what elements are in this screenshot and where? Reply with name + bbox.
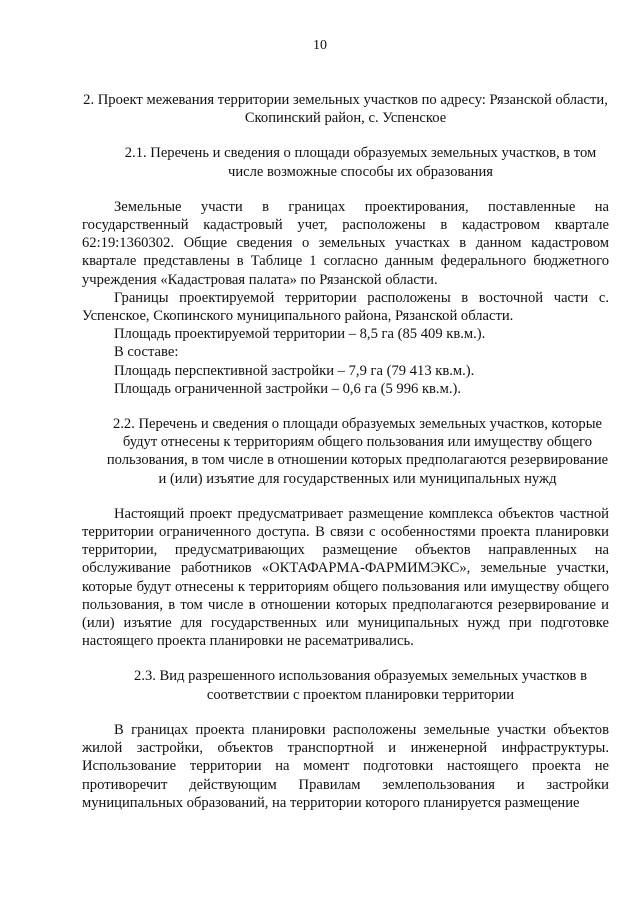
subsection-2-2-title: 2.2. Перечень и сведения о площади образуемых земельных участков, которые будут отнесены к территориям общего пользования или имуществу общего пользования, в том числе в отношении которых предполагаются резервирование и (или) изъятие для государственных или муниципальных нужд — [106, 416, 609, 487]
document-body — [82, 91, 609, 812]
paragraph-composition: В составе: — [114, 344, 179, 361]
subsection-2-1-title: 2.1. Перечень и сведения о площади образуемых земельных участков, в том числе возможные способы их образования — [124, 145, 597, 180]
paragraph-limited-area: Площадь ограниченной застройки – 0,6 га (5 996 кв.м.). — [114, 380, 461, 397]
paragraph-public-use: Настоящий проект предусматривает размещение комплекса объектов частной территории ограниченного доступа. В связи с особенностями проекта планировки территории, предусматривающих размещение объектов направленных на обслуживание работников «ОКТАФАРМА-ФАРМИМЭКС», земельные участки, которые будут отнесены к территориям общего пользования или имуществу общего пользования, в том числе в отношении которых предполагаются резервирование и (или) изъятие для государственных или муниципальных нужд при подготовке настоящего проекта планировки не расематривались. — [82, 505, 609, 650]
page-number: 10 — [313, 38, 327, 53]
paragraph-total-area: Площадь проектируемой территории – 8,5 га (85 409 кв.м.). — [114, 326, 486, 343]
paragraph-cadastral: Земельные участи в границах проектирования, поставленные на государственный кадастровый учет, расположены в кадастровом квартале 62:19:1360302. Общие сведения о земельных участках в данном кадастровом квартале представлены в Таблице 1 согласно данным федерального бюджетного учреждения «Кадастровая палата» по Рязанской области. — [82, 198, 609, 288]
paragraph-boundaries: Границы проектируемой территории расположены в восточной части с. Успенское, Скопинского муниципального района, Рязанской области. — [82, 289, 609, 325]
paragraph-perspective-area: Площадь перспективной застройки – 7,9 га (79 413 кв.м.). — [114, 362, 475, 379]
section-title: 2. Проект межевания территории земельных участков по адресу: Рязанской области, Скопинский район, с. Успенское — [83, 92, 608, 127]
subsection-2-3-title: 2.3. Вид разрешенного использования образуемых земельных участков в соответствии с проектом планировки территории — [134, 668, 587, 703]
paragraph-permitted-use: В границах проекта планировки расположены земельные участки объектов жилой застройки, объектов транспортной и инженерной инфраструктуры. Использование территории на момент подготовки настоящего проекта не противоречит действующим Правилам землепользования и застройки муниципальных образований, на территории которого планируется размещение — [82, 721, 609, 811]
